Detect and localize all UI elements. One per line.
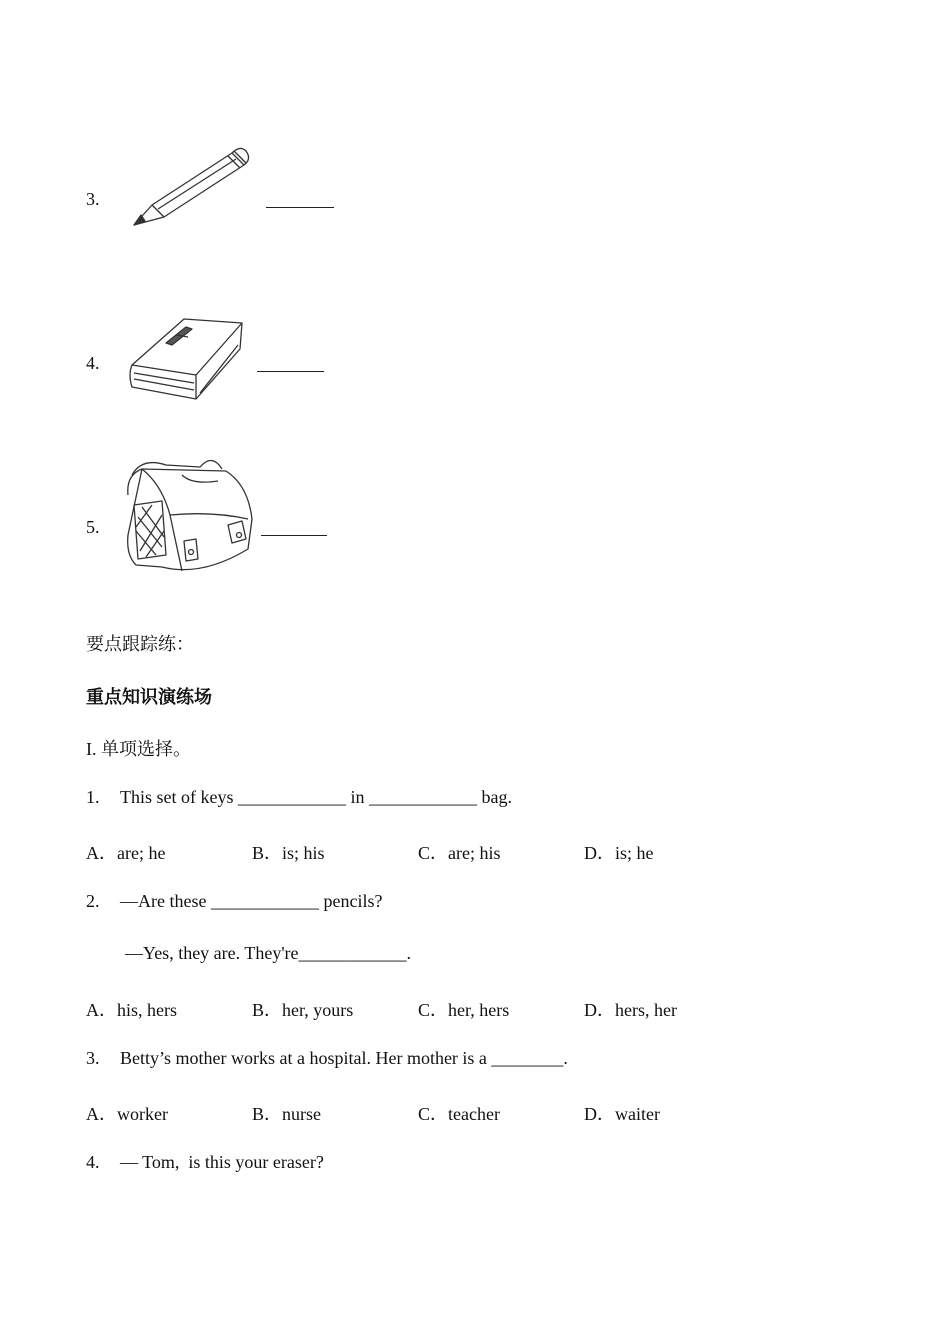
- question-text: —Are these ____________ pencils?: [120, 891, 383, 911]
- item-number: 4.: [86, 353, 100, 373]
- answer-blank[interactable]: [266, 207, 334, 208]
- option-a[interactable]: A．his, hers: [86, 1000, 177, 1020]
- question-text: — Tom, is this your eraser?: [120, 1152, 324, 1172]
- practice-heading: 要点跟踪练：: [86, 634, 194, 654]
- item-number: 3.: [86, 189, 100, 209]
- part-title: I. 单项选择。: [86, 739, 191, 759]
- option-c[interactable]: C．are; his: [418, 843, 501, 863]
- option-b[interactable]: B．her, yours: [252, 1000, 354, 1020]
- answer-blank[interactable]: [261, 535, 327, 536]
- question-text: Betty’s mother works at a hospital. Her mother is a ________.: [120, 1048, 568, 1068]
- question-number: 2.: [86, 891, 100, 911]
- answer-blank[interactable]: [257, 371, 324, 372]
- option-a[interactable]: A．worker: [86, 1104, 168, 1124]
- option-d[interactable]: D．is; he: [584, 843, 654, 863]
- schoolbag-image: [122, 455, 256, 577]
- option-d[interactable]: D．waiter: [584, 1104, 660, 1124]
- question-number: 1.: [86, 787, 100, 807]
- question-text: This set of keys ____________ in ____________ bag.: [120, 787, 512, 807]
- pencil-image: [128, 143, 253, 231]
- option-a[interactable]: A．are; he: [86, 843, 166, 863]
- option-b[interactable]: B．nurse: [252, 1104, 321, 1124]
- question-number: 3.: [86, 1048, 100, 1068]
- item-number: 5.: [86, 517, 100, 537]
- option-c[interactable]: C．teacher: [418, 1104, 500, 1124]
- book-image: [126, 313, 246, 405]
- option-b[interactable]: B．is; his: [252, 843, 325, 863]
- option-d[interactable]: D．hers, her: [584, 1000, 677, 1020]
- question-text-line2: —Yes, they are. They're____________.: [125, 943, 412, 963]
- option-c[interactable]: C．her, hers: [418, 1000, 510, 1020]
- question-number: 4.: [86, 1152, 100, 1172]
- section-heading: 重点知识演练场: [86, 687, 212, 707]
